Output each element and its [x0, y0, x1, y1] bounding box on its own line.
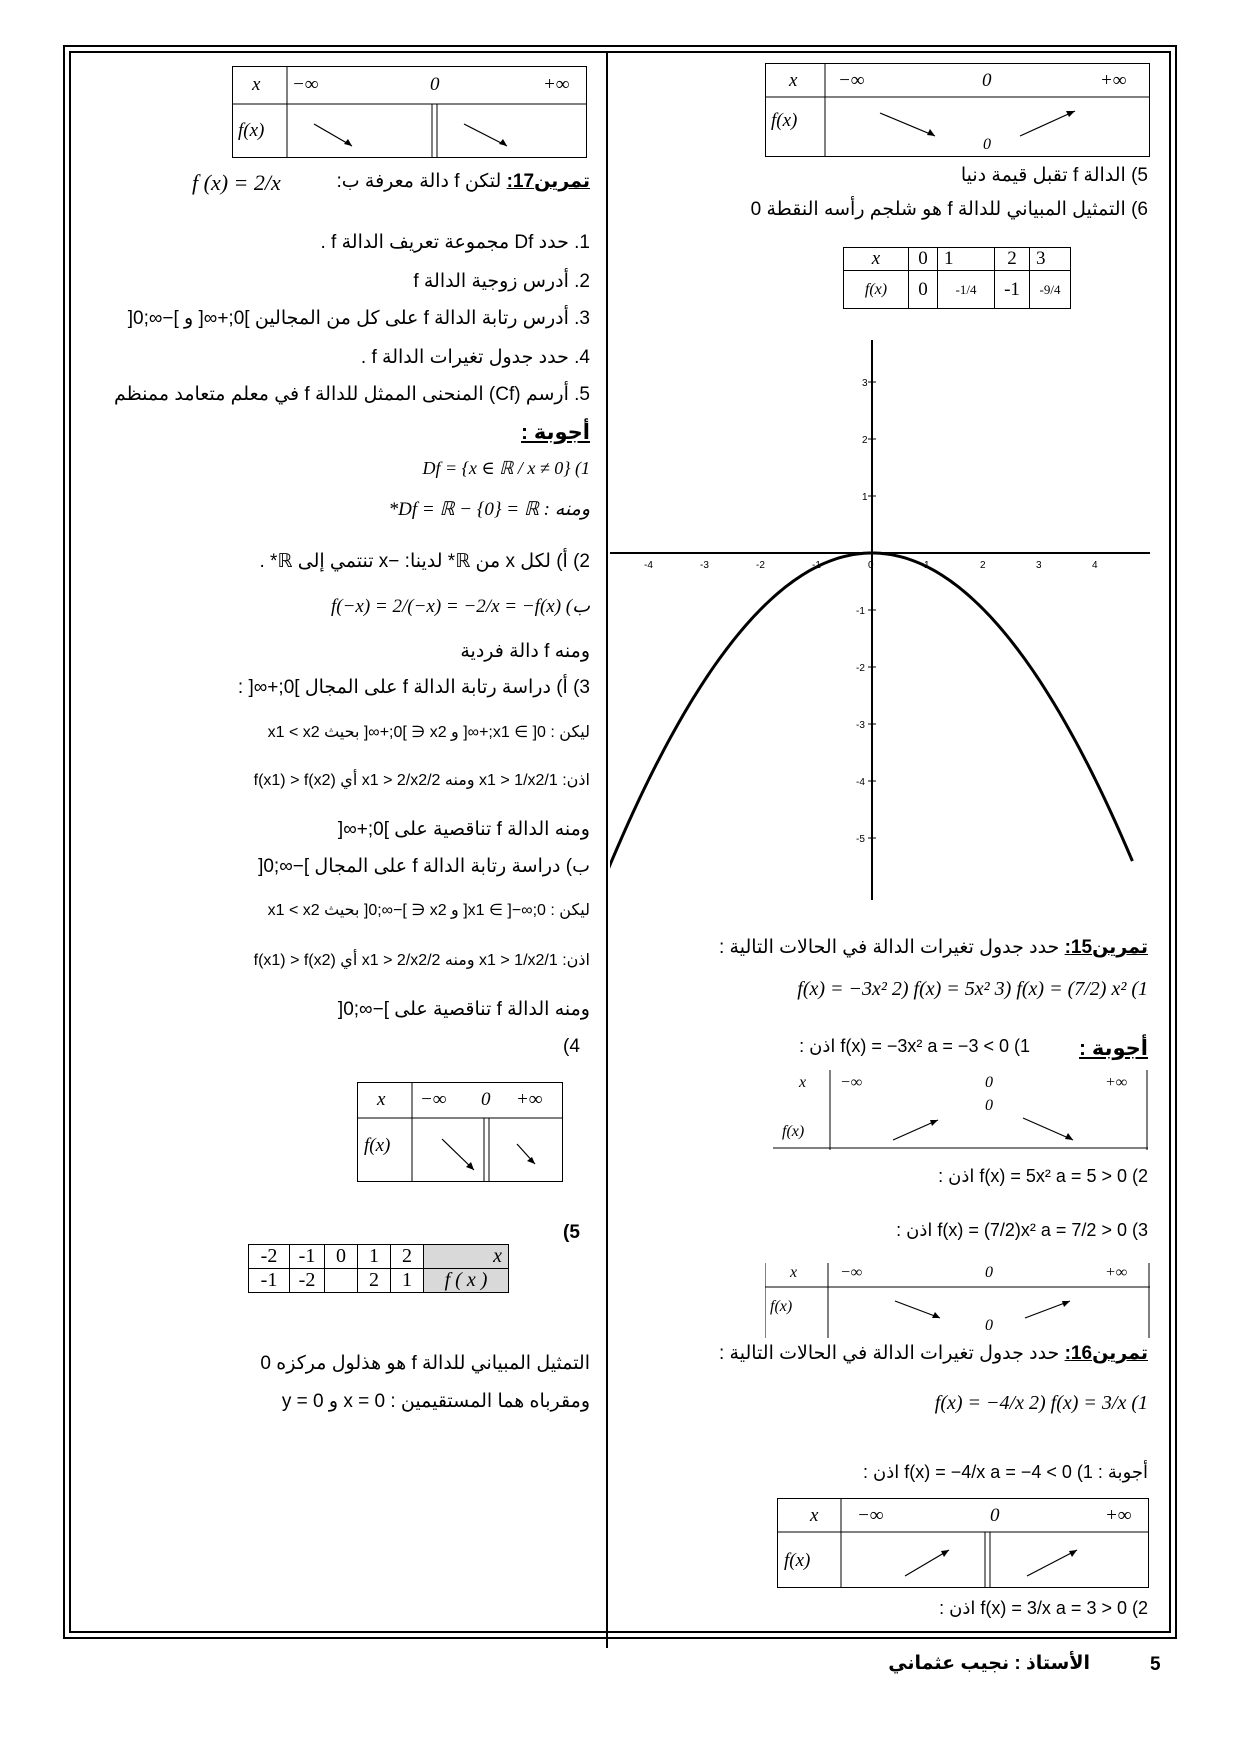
x-header: x [424, 1245, 509, 1269]
ex15-a1-variation-table [773, 1070, 1148, 1150]
increasing-arrow [1020, 111, 1075, 136]
fx-value: -2 [290, 1269, 325, 1293]
ex15-answers-title: أجوبة : [1079, 1037, 1148, 1060]
x-value: 1 [358, 1245, 391, 1269]
y-tick-label: -1 [856, 606, 865, 617]
y-tick-label: -3 [856, 720, 865, 731]
answer-3b: ليكن : x1 ∈ ]0;+∞[ و x2 ∈ ]0;+∞[ بحيث x1 < x2 [267, 724, 590, 741]
vt-x-label: x [810, 1505, 819, 1526]
vt-minus-inf: −∞ [292, 74, 319, 95]
vt4-minus-inf: −∞ [420, 1089, 447, 1110]
ex17-q1: 1. حدد Df مجموعة تعريف الدالة f . [320, 232, 590, 253]
x-tick-label: 4 [1092, 560, 1098, 571]
ex17-formula: f (x) = 2/x [192, 170, 281, 195]
ex15-a2: 2) f(x) = 5x² a = 5 > 0 اذن : [938, 1166, 1148, 1186]
x-value: -1 [290, 1245, 325, 1269]
ex17-q2: 2. أدرس زوجية الدالة f [413, 271, 590, 292]
x-value: 0 [909, 248, 938, 271]
left-top-variation-table [232, 66, 587, 158]
ex16-a1: أجوبة : 1) f(x) = −4/x a = −4 < 0 اذن : [863, 1462, 1148, 1482]
x-tick-label: -1 [812, 560, 821, 571]
vt-zero: 0 [982, 70, 992, 91]
ex15-text: حدد جدول تغيرات الدالة في الحالات التالية : [719, 937, 1060, 958]
fx-value: -9/4 [1030, 271, 1071, 309]
vt-fx-label: f(x) [784, 1550, 811, 1571]
answers-title: أجوبة : [521, 421, 590, 444]
right-values-table [843, 247, 1071, 309]
vt-fx-label: f(x) [770, 1298, 793, 1315]
answer-2c: ومنه f دالة فردية [460, 641, 590, 662]
ex15-a1: 1) f(x) = −3x² a = −3 < 0 اذن : [799, 1036, 1030, 1056]
ex15-cases: 1) f(x) = −3x² 2) f(x) = 5x² 3) f(x) = (7/2) x² [797, 978, 1148, 1000]
conclusion-1: التمثيل المبياني للدالة f هو هذلول مركزه 0 [260, 1353, 590, 1374]
fx-value: 2 [358, 1269, 391, 1293]
x-value: 2 [995, 248, 1030, 271]
y-tick-label: 1 [862, 492, 868, 503]
ex16-heading [719, 1342, 1148, 1365]
x-tick-label: -4 [644, 560, 653, 571]
answer-3d: ومنه الدالة f تناقصية على ]0;+∞[ [337, 819, 590, 840]
fx-value [325, 1269, 358, 1293]
decreasing-arrow [1023, 1118, 1073, 1140]
answer-1b: ومنه : Df = ℝ − {0} = ℝ* [388, 499, 590, 520]
vt-x-label: x [790, 1264, 798, 1281]
fx-value: -1 [995, 271, 1030, 309]
right-top-variation-table [765, 63, 1150, 157]
fx-value: 1 [391, 1269, 424, 1293]
vt-min-value: 0 [983, 136, 991, 153]
vt4-fx: f(x) [364, 1135, 391, 1156]
x-value: -2 [249, 1245, 290, 1269]
ex17-q4: 4. حدد جدول تغيرات الدالة f . [360, 347, 590, 368]
page-number: 5 [1150, 1654, 1161, 1675]
answer-2b: ب) f(−x) = 2/(−x) = −2/x = −f(x) [330, 596, 590, 617]
ex15-title: تمرين15: [1064, 937, 1148, 958]
ex17-q5: 5. أرسم (Cf) المنحنى الممثل للدالة f في معلم متعامد ممنظم [113, 384, 590, 405]
answer-5: (5 [563, 1222, 580, 1243]
x-value: 0 [325, 1245, 358, 1269]
answer-2a: 2) أ) لكل x من ℝ* لدينا: −x تنتمي إلى ℝ* . [259, 551, 590, 572]
conclusion-2: ومقرباه هما المستقيمين : x = 0 و y = 0 [281, 1391, 590, 1412]
vt-zero: 0 [985, 1264, 993, 1281]
fx-header: f ( x ) [424, 1269, 509, 1293]
vt-x-label: x [252, 74, 261, 95]
item-6: 6) التمثيل المبياني للدالة f هو شلجم رأسه النقطة 0 [750, 199, 1148, 220]
y-tick-label: -4 [856, 777, 865, 788]
increasing-arrow [1027, 1550, 1077, 1576]
vt-minus-inf: −∞ [838, 70, 865, 91]
vt4-zero: 0 [481, 1089, 491, 1110]
vt-plus-inf: +∞ [1105, 1505, 1132, 1526]
answer-3c: اذن: 1/x1 > 1/x2 ومنه 2/x1 > 2/x2 أي f(x1) > f(x2) [253, 772, 590, 789]
x-value: 2 [391, 1245, 424, 1269]
answer-3h: ومنه الدالة f تناقصية على ]−∞;0[ [337, 999, 590, 1020]
vt-max-value: 0 [985, 1097, 993, 1114]
ex17-intro: لتكن f دالة معرفة ب: [336, 171, 502, 192]
x-header: x [844, 248, 909, 271]
answer-3e: ب) دراسة رتابة الدالة f على المجال ]−∞;0[ [258, 856, 590, 877]
parabola-graph [610, 340, 1150, 900]
ex17-title: تمرين17: [506, 171, 590, 192]
answer-5-values-table [248, 1244, 509, 1293]
ex17-heading [70, 170, 590, 193]
x-tick-label: 0 [868, 560, 874, 571]
decreasing-arrow [895, 1301, 940, 1318]
ex17-q3: 3. أدرس رتابة الدالة f على كل من المجالين ]0;+∞[ و ]−∞;0[ [127, 308, 590, 329]
vt-min-value: 0 [985, 1317, 993, 1334]
ex16-title: تمرين16: [1064, 1343, 1148, 1364]
vt-zero: 0 [985, 1074, 993, 1091]
y-tick-label: 3 [862, 378, 868, 389]
ex16-a2: 2) f(x) = 3/x a = 3 > 0 اذن : [939, 1598, 1148, 1618]
fx-value: -1/4 [938, 271, 995, 309]
answer-3g: اذن: 1/x1 > 1/x2 ومنه 2/x1 > 2/x2 أي f(x1) > f(x2) [253, 952, 590, 969]
x-tick-label: 2 [980, 560, 986, 571]
vt-fx-label: f(x) [771, 110, 798, 131]
y-tick-label: -5 [856, 834, 865, 845]
fx-value: 0 [909, 271, 938, 309]
ex15-heading [719, 936, 1148, 959]
vt-plus-inf: +∞ [1105, 1074, 1128, 1091]
x-tick-label: 3 [1036, 560, 1042, 571]
ex15-a3-variation-table [765, 1263, 1150, 1338]
author: الأستاذ : نجيب عثماني [888, 1653, 1090, 1674]
vt-fx-label: f(x) [238, 120, 265, 141]
vt-zero: 0 [430, 74, 440, 95]
vt-plus-inf: +∞ [1100, 70, 1127, 91]
answer-1: 1) Df = {x ∈ ℝ / x ≠ 0} [422, 458, 590, 478]
vt4-plus-inf: +∞ [516, 1089, 543, 1110]
vt-minus-inf: −∞ [840, 1264, 863, 1281]
vt4-x: x [377, 1089, 386, 1110]
vt-plus-inf: +∞ [1105, 1264, 1128, 1281]
column-divider [606, 51, 608, 1648]
y-tick-label: 2 [862, 435, 868, 446]
vt-x-label: x [799, 1074, 807, 1091]
ex16-text: حدد جدول تغيرات الدالة في الحالات التالية : [719, 1343, 1060, 1364]
ex16-cases: 1) f(x) = −4/x 2) f(x) = 3/x [934, 1392, 1148, 1414]
vt-plus-inf: +∞ [543, 74, 570, 95]
item-5: 5) الدالة f تقبل قيمة دنيا [960, 165, 1148, 186]
decreasing-arrow [880, 113, 935, 136]
vt-zero: 0 [990, 1505, 1000, 1526]
fx-value: -1 [249, 1269, 290, 1293]
answer-3a: 3) أ) دراسة رتابة الدالة f على المجال ]0;+∞[ : [237, 677, 590, 698]
fx-header: f(x) [844, 271, 909, 309]
ex16-a1-variation-table [777, 1498, 1149, 1588]
ex15-a3: 3) f(x) = (7/2)x² a = 7/2 > 0 اذن : [896, 1220, 1148, 1240]
vt-fx-label: f(x) [782, 1123, 805, 1140]
vt-minus-inf: −∞ [840, 1074, 863, 1091]
vt-x-label: x [789, 70, 798, 91]
x-value: 1 [938, 248, 995, 271]
y-tick-label: -2 [856, 663, 865, 674]
x-tick-label: -2 [756, 560, 765, 571]
x-value: 3 [1030, 248, 1071, 271]
increasing-arrow [905, 1550, 949, 1576]
x-tick-label: 1 [924, 560, 930, 571]
answer-4: (4 [563, 1036, 580, 1057]
x-tick-label: -3 [700, 560, 709, 571]
vt-minus-inf: −∞ [857, 1505, 884, 1526]
answer-3f: ليكن : x1 ∈ ]−∞;0[ و x2 ∈ ]−∞;0[ بحيث x1 < x2 [267, 902, 590, 919]
